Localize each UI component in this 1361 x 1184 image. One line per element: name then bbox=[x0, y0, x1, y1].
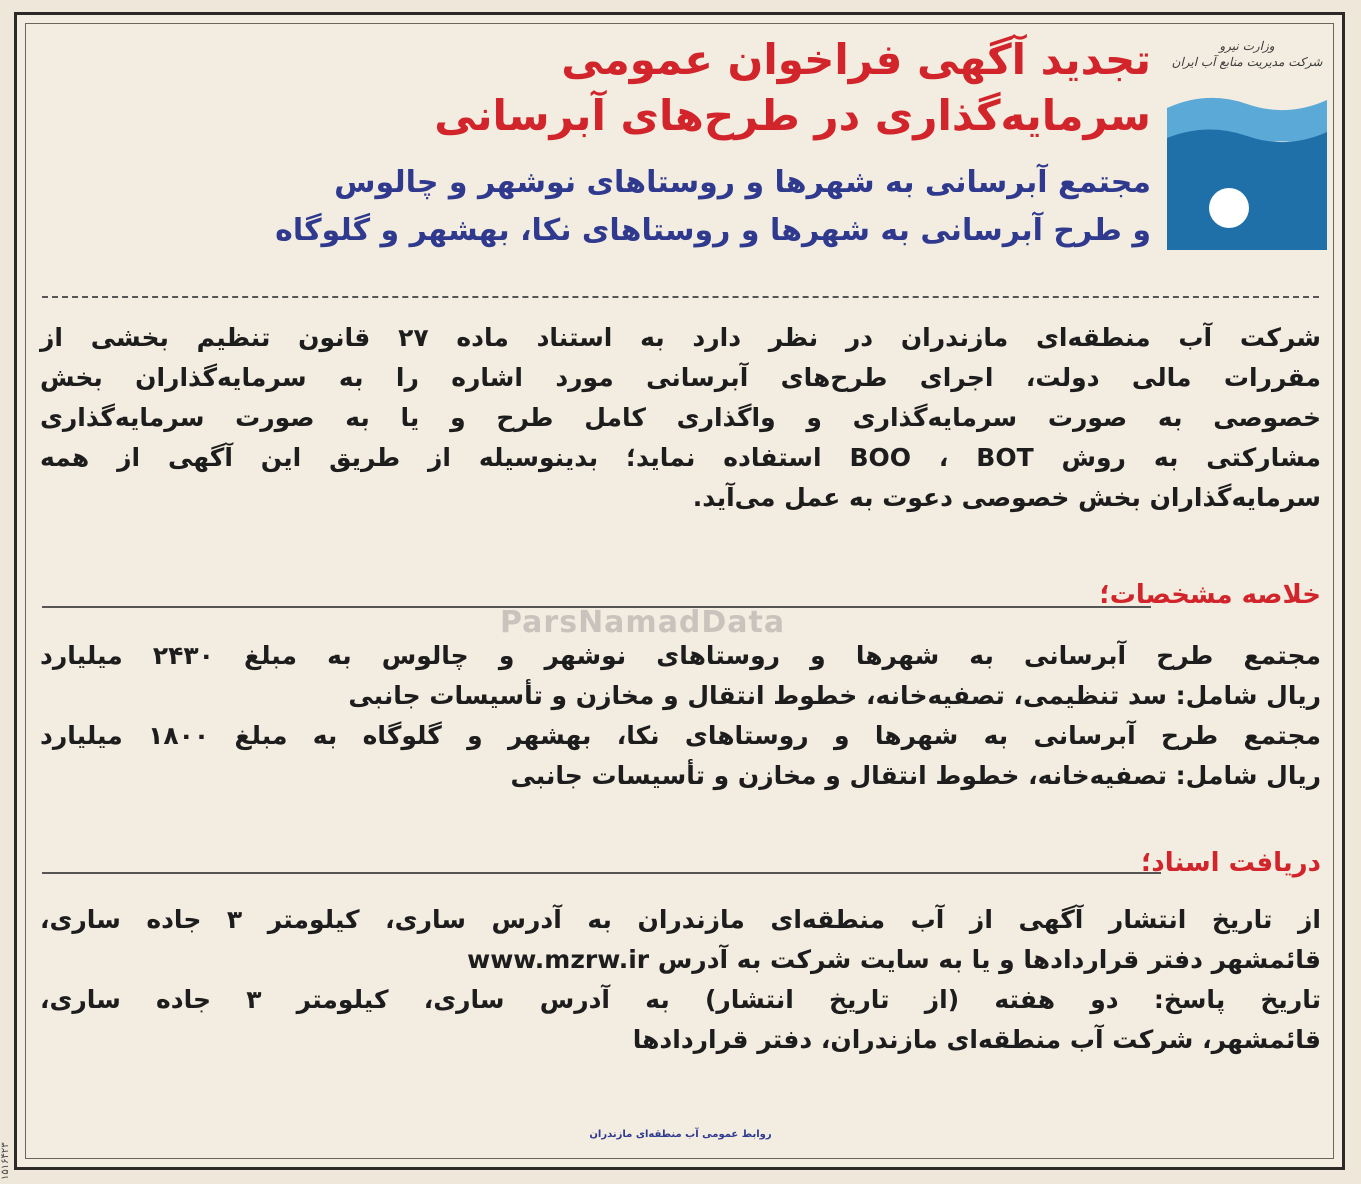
logo-caption-line-1: وزارت نیرو bbox=[1219, 39, 1275, 53]
water-wave-icon bbox=[1167, 80, 1327, 250]
documents-line: از تاریخ انتشار آگهی از آب منطقه‌ای مازندران به آدرس ساری، کیلومتر ۳ جاده ساری، bbox=[40, 905, 1321, 934]
subtitle-line-2: و طرح آبرسانی به شهرها و روستاهای نکا، بهشهر و گلوگاه bbox=[275, 213, 1151, 248]
summary-line: ریال شامل: سد تنظیمی، تصفیه‌خانه، خطوط انتقال و مخازن و تأسیسات جانبی bbox=[348, 681, 1321, 710]
documents-line: قائمشهر، شرکت آب منطقه‌ای مازندران، دفتر قراردادها bbox=[632, 1025, 1321, 1054]
documents-heading: دریافت اسناد؛ bbox=[1140, 848, 1321, 878]
logo-caption-line-2: شرکت مدیریت منابع آب ایران bbox=[1171, 55, 1323, 69]
summary-line: مجتمع طرح آبرسانی به شهرها و روستاهای نکا، بهشهر و گلوگاه به مبلغ ۱۸۰۰ میلیارد bbox=[40, 721, 1322, 750]
documents-line: تاریخ پاسخ: دو هفته (از تاریخ انتشار) به آدرس ساری، کیلومتر ۳ جاده ساری، bbox=[40, 985, 1321, 1014]
intro-line: مقررات مالی دولت، اجرای طرح‌های آبرسانی مورد اشاره را به سرمایه‌گذاران بخش bbox=[40, 363, 1321, 392]
documents-heading-rule bbox=[42, 872, 1161, 874]
intro-line: مشارکتی به روش BOO ، BOT استفاده نماید؛ بدینوسیله از طریق این آگهی از همه bbox=[40, 443, 1321, 472]
summary-line: ریال شامل: تصفیه‌خانه، خطوط انتقال و مخازن و تأسیسات جانبی bbox=[510, 761, 1321, 790]
documents-line: قائمشهر دفتر قراردادها و یا به سایت شرکت به آدرس www.mzrw.ir bbox=[467, 945, 1321, 974]
intro-line: خصوصی به صورت سرمایه‌گذاری و واگذاری کامل طرح و یا به صورت سرمایه‌گذاری bbox=[40, 403, 1321, 432]
intro-line: شرکت آب منطقه‌ای مازندران در نظر دارد به استناد ماده ۲۷ قانون تنظیم بخشی از bbox=[40, 323, 1322, 352]
intro-line: سرمایه‌گذاران بخش خصوصی دعوت به عمل می‌آید. bbox=[692, 483, 1321, 512]
watermark: ParsNamadData bbox=[500, 605, 786, 640]
title-line-2: سرمایه‌گذاری در طرح‌های آبرسانی bbox=[434, 91, 1151, 140]
footer-signature: روابط عمومی آب منطقه‌ای مازندران bbox=[589, 1129, 772, 1140]
subtitle-line-1: مجتمع آبرسانی به شهرها و روستاهای نوشهر و چالوس bbox=[334, 165, 1151, 200]
summary-line: مجتمع طرح آبرسانی به شهرها و روستاهای نوشهر و چالوس به مبلغ ۲۴۳۰ میلیارد bbox=[40, 641, 1322, 670]
documents-paragraph bbox=[40, 900, 1321, 1060]
intro-paragraph bbox=[40, 318, 1321, 518]
logo-caption bbox=[1167, 38, 1327, 70]
summary-paragraph bbox=[40, 636, 1321, 796]
side-code: ۱۵۱۶۴۲۳ bbox=[0, 1142, 11, 1180]
company-logo bbox=[1167, 38, 1327, 250]
top-separator bbox=[42, 296, 1319, 298]
summary-heading: خلاصه مشخصات؛ bbox=[1099, 580, 1321, 610]
title-line-1: تجدید آگهی فراخوان عمومی bbox=[561, 35, 1151, 84]
